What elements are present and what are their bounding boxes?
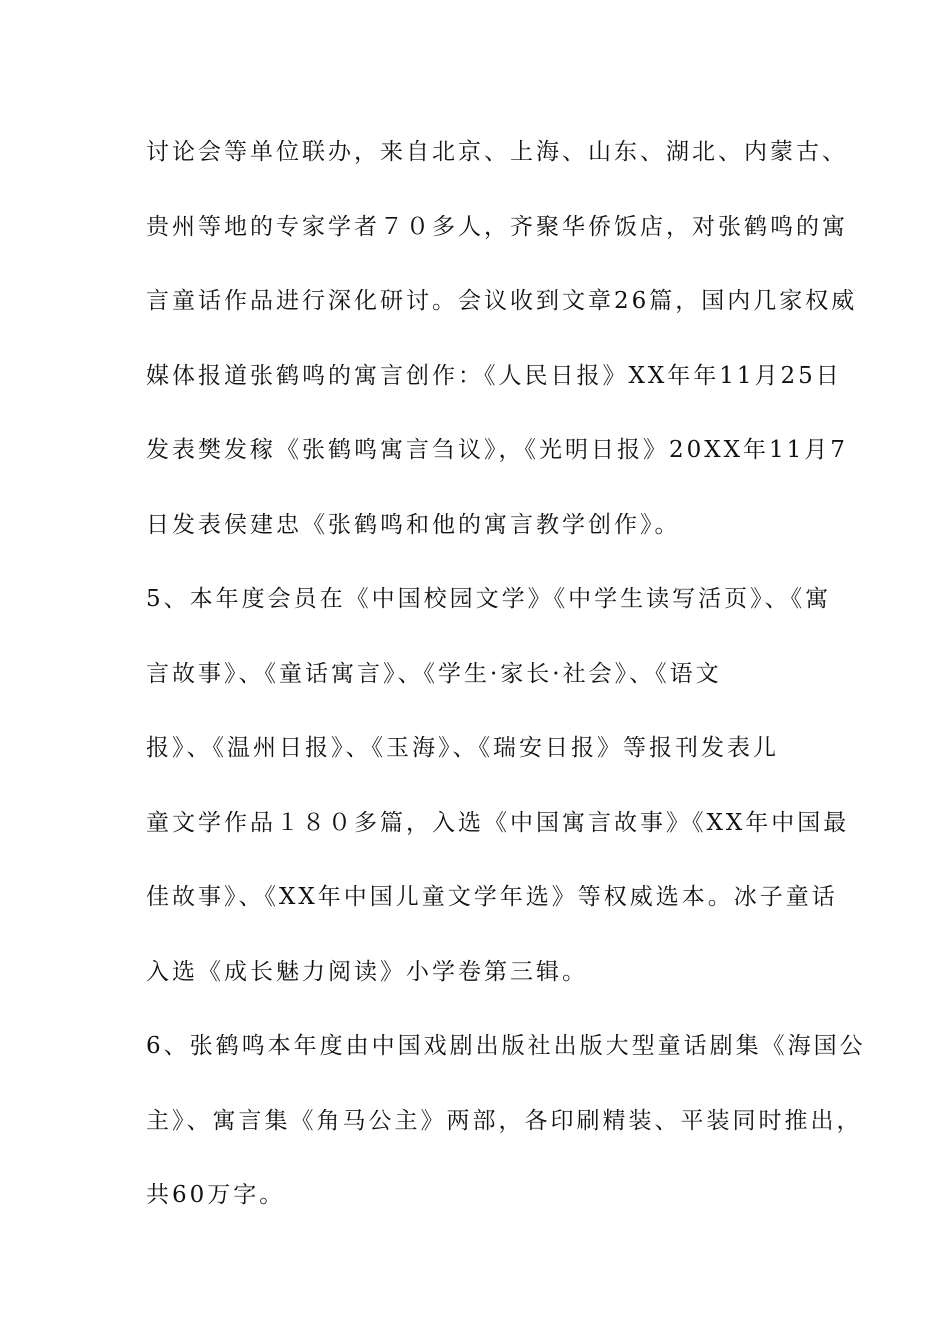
text-line: 佳故事》、《XX年中国儿童文学年选》等权威选本。冰子童话 [146, 884, 838, 910]
text-line: 6、张鹤鸣本年度由中国戏剧出版社出版大型童话剧集《海国公 [146, 1033, 866, 1059]
text-line: 讨论会等单位联办，来自北京、上海、山东、湖北、内蒙古、 [146, 139, 848, 165]
text-line: 言童话作品进行深化研讨。会议收到文章26篇，国内几家权威 [146, 288, 858, 314]
text-line: 报》、《温州日报》、《玉海》、《瑞安日报》等报刊发表儿 [146, 735, 779, 761]
body-text [146, 132, 866, 1250]
text-line: 入选《成长魅力阅读》小学卷第三辑。 [146, 958, 588, 985]
text-line: 共60万字。 [146, 1182, 286, 1208]
text-line: 日发表侯建忠《张鹤鸣和他的寓言教学创作》。 [146, 511, 681, 538]
text-line: 媒体报道张鹤鸣的寓言创作：《人民日报》XX年年11月25日 [146, 362, 842, 389]
text-line: 5、本年度会员在《中国校园文学》《中学生读写活页》、《寓 [146, 586, 832, 612]
text-line: 言故事》、《童话寓言》、《学生·家长·社会》、《语文 [146, 660, 722, 687]
text-line: 主》、寓言集《角马公主》两部，各印刷精装、平装同时推出， [146, 1107, 863, 1134]
text-line: 发表樊发稼《张鹤鸣寓言刍议》，《光明日报》20XX年11月7 [146, 437, 848, 463]
text-line: 童文学作品１８０多篇，入选《中国寓言故事》《XX年中国最 [146, 809, 850, 836]
text-line: 贵州等地的专家学者７０多人，齐聚华侨饭店，对张鹤鸣的寓 [146, 213, 848, 240]
